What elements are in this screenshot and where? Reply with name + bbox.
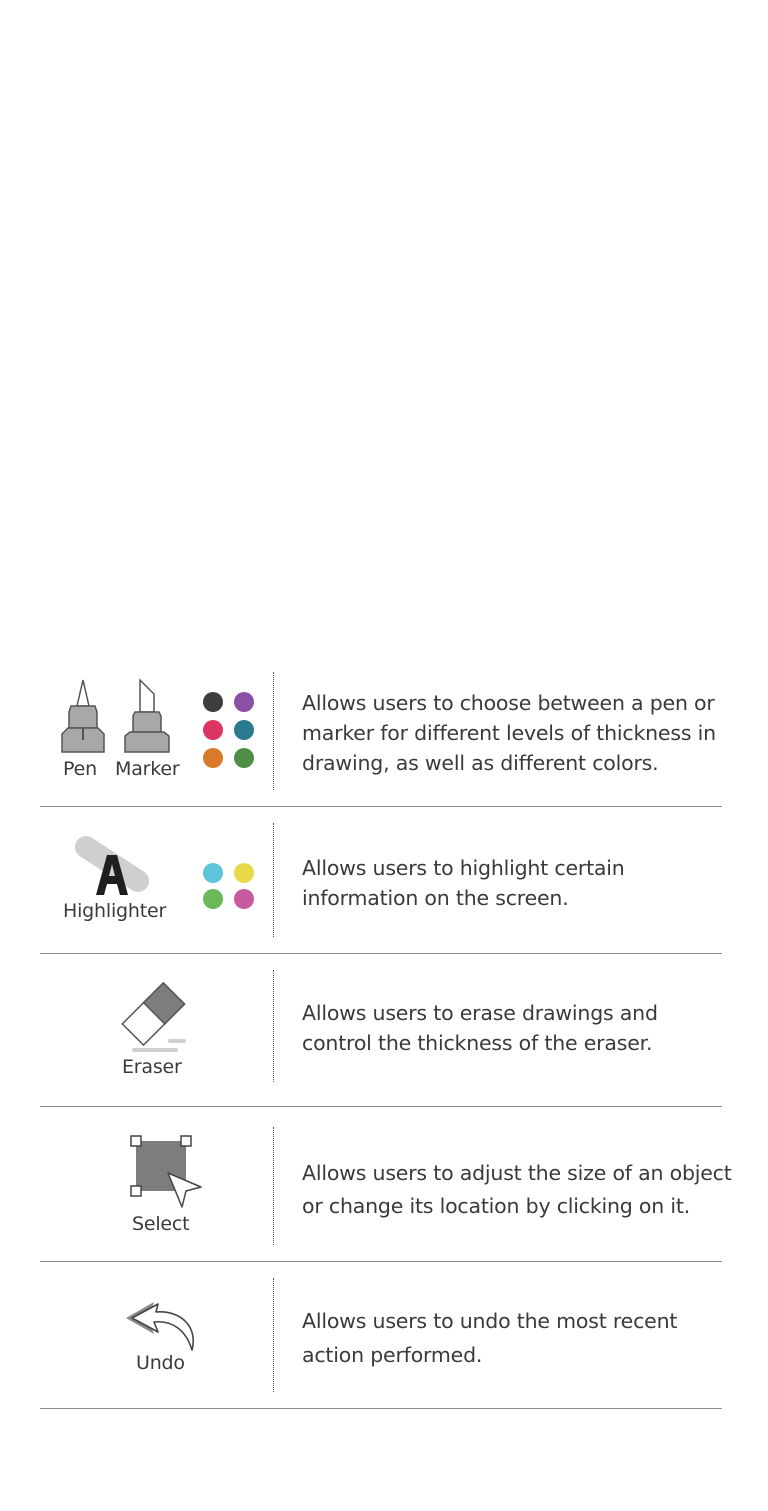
tool-description: Allows users to erase drawings and control the thickness of the eraser. (302, 1001, 658, 1055)
color-dot-teal (234, 720, 254, 740)
highlighter-icon (74, 835, 152, 899)
color-dot-dark-gray (203, 692, 223, 712)
tool-row-highlighter (40, 807, 722, 954)
color-dot-orange (203, 748, 223, 768)
tool-description: Allows users to highlight certain information on the screen. (302, 856, 625, 910)
tool-icon-group (40, 1262, 273, 1408)
dotted-divider (273, 1278, 274, 1392)
eraser-label: Eraser (122, 1056, 182, 1078)
tool-description: Allows users to choose between a pen or marker for different levels of thickness in drawing, as well as different colors. (302, 691, 716, 775)
color-dot-yellow (234, 863, 254, 883)
dotted-divider (273, 1127, 274, 1245)
tool-icon-group (40, 672, 273, 806)
eraser-icon (114, 978, 190, 1054)
color-dot-green (203, 889, 223, 909)
marker-label: Marker (115, 758, 180, 780)
tool-description: Allows users to adjust the size of an object or change its location by clicking on it. (302, 1161, 732, 1218)
tool-row-eraser (40, 954, 722, 1107)
color-dot-purple (234, 692, 254, 712)
select-icon (130, 1135, 202, 1211)
tool-row-select (40, 1107, 732, 1262)
pen-icon (60, 680, 106, 754)
color-dot-green (234, 748, 254, 768)
highlighter-label: Highlighter (63, 900, 167, 922)
pen-label: Pen (63, 758, 97, 780)
tool-icon-group (40, 954, 273, 1106)
undo-icon (124, 1300, 200, 1356)
color-dot-magenta (234, 889, 254, 909)
marker-icon (124, 680, 170, 754)
tool-description: Allows users to undo the most recent action performed. (302, 1309, 678, 1367)
dotted-divider (273, 672, 274, 790)
dotted-divider (273, 970, 274, 1082)
color-dot-red (203, 720, 223, 740)
tool-row-pen-marker (40, 672, 722, 807)
color-dot-cyan (203, 863, 223, 883)
tool-icon-group (40, 807, 273, 953)
undo-label: Undo (136, 1352, 185, 1374)
dotted-divider (273, 823, 274, 937)
tool-icon-group (40, 1107, 273, 1261)
tool-row-undo (40, 1262, 722, 1409)
select-label: Select (132, 1213, 190, 1235)
